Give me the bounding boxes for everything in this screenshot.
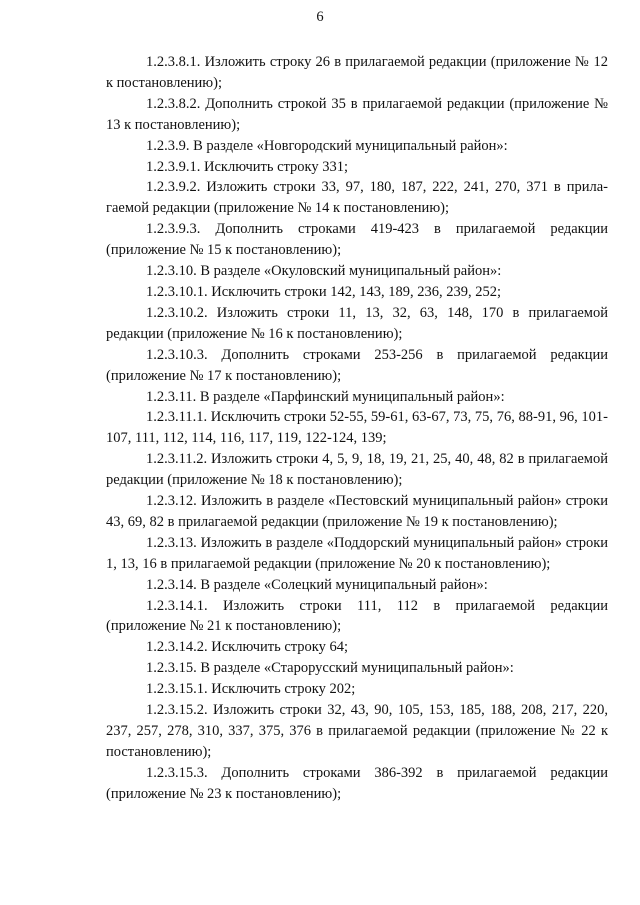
paragraph-1-2-3-8-2: 1.2.3.8.2. Дополнить строкой 35 в прилагаемой редакции (приложение № 13 к постановлению);: [106, 95, 608, 133]
paragraph-1-2-3-10-3: 1.2.3.10.3. Дополнить строками 253-256 в прилагаемой редакции (приложение № 17 к постановлению);: [106, 346, 608, 384]
paragraph-1-2-3-9-1: 1.2.3.9.1. Исключить строку 331;: [146, 158, 349, 175]
paragraph-1-2-3-12: 1.2.3.12. Изложить в разделе «Пестовский муниципальный район» строки 43, 69, 82 в прилагаемой редакции (приложение № 19 к постановлению);: [106, 493, 608, 530]
paragraph-1-2-3-8-1: 1.2.3.8.1. Изложить строку 26 в прилагаемой редакции (приложение № 12 к постановлению);: [106, 54, 608, 91]
paragraph-1-2-3-11-2: 1.2.3.11.2. Изложить строки 4, 5, 9, 18, 19, 21, 25, 40, 48, 82 в прилагаемой редакции (приложение № 18 к постановлению);: [106, 451, 608, 489]
section-heading-okulovsky: 1.2.3.10. В разделе «Окуловский муниципальный район»:: [146, 263, 502, 280]
paragraph-1-2-3-15-3: 1.2.3.15.3. Дополнить строками 386-392 в прилагаемой редакции (приложение № 23 к постановлению);: [106, 764, 608, 802]
paragraph-1-2-3-9-2: 1.2.3.9.2. Изложить строки 33, 97, 180, 187, 222, 241, 270, 371 в прилагаемой редакции (приложение № 14 к постановлению);: [106, 179, 608, 217]
section-heading-parfinsky: 1.2.3.11. В разделе «Парфинский муниципальный район»:: [146, 388, 505, 405]
paragraph-1-2-3-13: 1.2.3.13. Изложить в разделе «Поддорский муниципальный район» строки 1, 13, 16 в прилагаемой редакции (приложение № 20 к постановлению);: [106, 534, 608, 572]
paragraph-1-2-3-15-1: 1.2.3.15.1. Исключить строку 202;: [146, 681, 356, 698]
document-body: [106, 52, 608, 805]
paragraph-1-2-3-15-2: 1.2.3.15.2. Изложить строки 32, 43, 90, 105, 153, 185, 188, 208, 217, 220, 237, 257, 278, 310, 337, 375, 376 в прилагаемой редакции (приложение № 22 к постановлению);: [106, 702, 608, 760]
paragraph-1-2-3-10-2: 1.2.3.10.2. Изложить строки 11, 13, 32, 63, 148, 170 в прилагаемой редакции (приложение № 16 к постановлению);: [106, 304, 608, 342]
section-heading-starorussky: 1.2.3.15. В разделе «Старорусский муниципальный район»:: [146, 660, 514, 677]
paragraph-1-2-3-14-1: 1.2.3.14.1. Изложить строки 111, 112 в прилагаемой редакции (приложение № 21 к постановлению);: [106, 597, 608, 635]
paragraph-1-2-3-10-1: 1.2.3.10.1. Исключить строки 142, 143, 189, 236, 239, 252;: [146, 283, 502, 300]
paragraph-1-2-3-14-2: 1.2.3.14.2. Исключить строку 64;: [146, 639, 349, 656]
page-number: 6: [316, 9, 324, 25]
paragraph-1-2-3-11-1: 1.2.3.11.1. Исключить строки 52-55, 59-61, 63-67, 73, 75, 76, 88-91, 96, 101-107, 111, 112, 114, 116, 117, 119, 122-124, 139;: [106, 409, 608, 447]
paragraph-1-2-3-9-3: 1.2.3.9.3. Дополнить строками 419-423 в прилагаемой редакции (приложение № 15 к постановлению);: [106, 221, 608, 259]
section-heading-novgorodsky: 1.2.3.9. В разделе «Новгородский муниципальный район»:: [146, 137, 508, 154]
section-heading-soletsky: 1.2.3.14. В разделе «Солецкий муниципальный район»:: [146, 576, 488, 593]
